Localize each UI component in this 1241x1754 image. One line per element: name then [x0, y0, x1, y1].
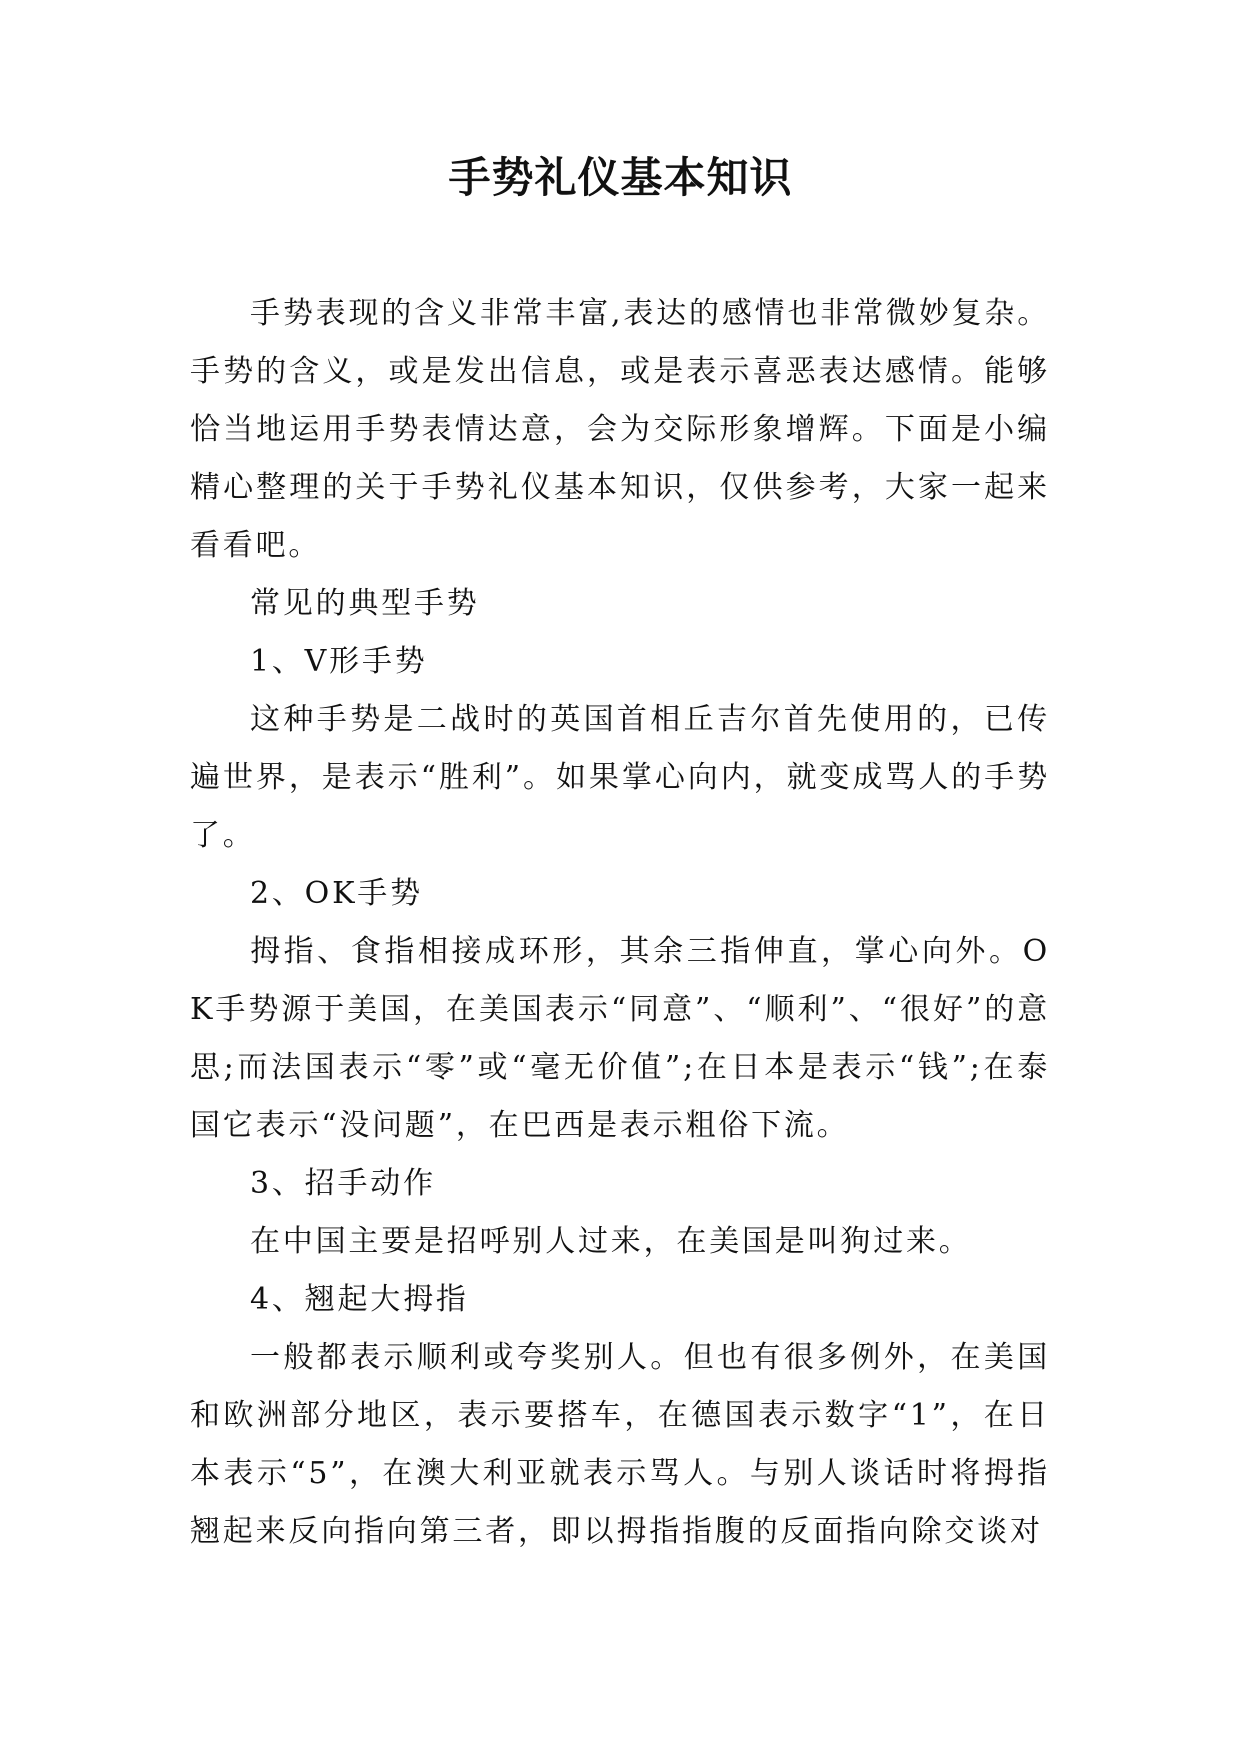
intro-paragraph: 手势表现的含义非常丰富,表达的感情也非常微妙复杂。手势的含义，或是发出信息，或是表示喜恶表达感情。能够恰当地运用手势表情达意，会为交际形象增辉。下面是小编精心整理的关于手势礼仪基本知识，仅供参考，大家一起来看看吧。 — [190, 296, 1050, 563]
item-heading-thumbs-up: 4、翘起大拇指 — [250, 1282, 469, 1317]
section-heading-common-gestures: 常见的典型手势 — [250, 586, 480, 621]
ok-gesture-paragraph: 拇指、食指相接成环形，其余三指伸直，掌心向外。OK手势源于美国，在美国表示“同意”、“顺利”、“很好”的意思;而法国表示“零”或“毫无价值”;在日本是表示“钱”;在泰国它表示“没问题”，在巴西是表示粗俗下流。 — [190, 934, 1050, 1143]
item-heading-v-gesture: 1、V形手势 — [250, 644, 428, 679]
item-heading-ok-gesture: 2、OK手势 — [250, 876, 423, 911]
document-title: 手势礼仪基本知识 — [448, 153, 793, 202]
document-body — [190, 285, 1050, 1561]
v-gesture-paragraph: 这种手势是二战时的英国首相丘吉尔首先使用的，已传遍世界，是表示“胜利”。如果掌心向内，就变成骂人的手势了。 — [190, 702, 1050, 853]
beckon-gesture-paragraph: 在中国主要是招呼别人过来，在美国是叫狗过来。 — [250, 1224, 972, 1259]
thumbs-up-paragraph: 一般都表示顺利或夸奖别人。但也有很多例外，在美国和欧洲部分地区，表示要搭车，在德国表示数字“1”，在日本表示“5”，在澳大利亚就表示骂人。与别人谈话时将拇指翘起来反向指向第三者，即以拇指指腹的反面指向除交谈对 — [190, 1340, 1050, 1549]
item-heading-beckon-gesture: 3、招手动作 — [250, 1166, 436, 1201]
